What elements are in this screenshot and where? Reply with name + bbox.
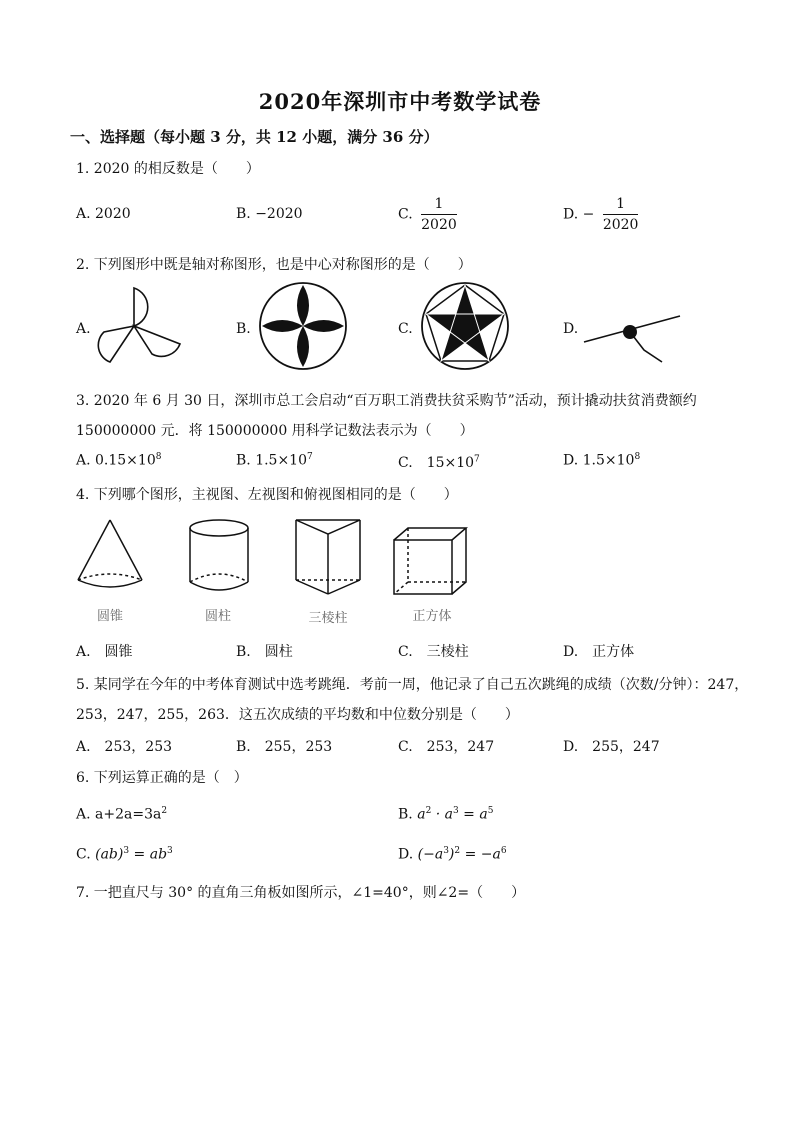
q2-option-d[interactable]: D.: [563, 321, 579, 337]
q3-option-d-text: D. 1.5×10: [563, 452, 635, 469]
q4-caption-cone: 圆锥: [96, 609, 123, 624]
q4-figure-triangular-prism: [292, 516, 364, 596]
q6-option-b-base1: a: [417, 806, 426, 823]
q6-option-a-text: A. a+2a=3a: [76, 806, 162, 823]
q3-option-a-text: A. 0.15×10: [76, 452, 156, 469]
q3-option-b-exp: 7: [307, 452, 313, 462]
q1-stem: 1. 2020 的相反数是（ ）: [76, 161, 260, 177]
q6-stem: 6. 下列运算正确的是（ ）: [76, 770, 248, 786]
q6-option-b-exp3: 5: [487, 806, 494, 816]
q6-option-b-label: B.: [398, 806, 413, 823]
q6-option-b-exp1: 2: [425, 806, 432, 816]
q6-option-d-exp1: 3: [443, 846, 449, 856]
q6-option-d-lhs: (−a: [417, 846, 444, 863]
q6-option-b-exp2: 3: [453, 806, 459, 816]
q4-option-a[interactable]: A. 圆锥: [76, 644, 133, 660]
q6-option-c-exp2: 3: [167, 846, 173, 856]
q2-figure-c-star-pentagon: [420, 281, 510, 371]
q6-option-a[interactable]: [76, 806, 167, 823]
q5-stem-line1: 5. 某同学在今年的中考体育测试中选考跳绳．考前一周，他记录了自己五次跳绳的成绩（次数/分钟）：247，: [76, 677, 749, 693]
q1-option-c-label: C.: [398, 206, 413, 223]
q4-caption-triangular-prism: 三棱柱: [308, 611, 348, 626]
q1-option-c-fraction: [421, 194, 457, 235]
q7-stem: 7. 一把直尺与 30° 的直角三角板如图所示，∠1=40°，则∠2=（ ）: [76, 885, 526, 901]
q6-option-b-result: = a: [458, 806, 488, 823]
q1-option-c-numerator: 1: [421, 194, 457, 215]
q4-option-d[interactable]: D. 正方体: [563, 644, 635, 660]
q1-option-d-label: D. −: [563, 206, 595, 223]
q3-option-d[interactable]: [563, 452, 640, 469]
q2-option-b[interactable]: B.: [236, 321, 251, 337]
q4-stem: 4. 下列哪个图形，主视图、左视图和俯视图相同的是（ ）: [76, 487, 458, 503]
q2-option-a[interactable]: A.: [76, 321, 91, 337]
q3-option-b[interactable]: [236, 452, 313, 469]
section-heading: 一、选择题（每小题 3 分，共 12 小题，满分 36 分）: [70, 128, 439, 146]
q4-figure-cylinder: [186, 518, 252, 594]
q6-option-c-lhs: (ab): [95, 846, 124, 863]
q1-option-a[interactable]: A. 2020: [76, 206, 131, 222]
q2-figure-a-pinwheel: [92, 282, 192, 366]
q1-option-d-numerator: 1: [603, 194, 639, 215]
q5-option-a[interactable]: A. 253，253: [76, 739, 173, 755]
q6-option-d[interactable]: [398, 846, 507, 863]
q6-option-d-exp3: 6: [500, 846, 507, 856]
q6-option-b[interactable]: [398, 806, 493, 823]
q2-stem: 2. 下列图形中既是轴对称图形，也是中心对称图形的是（ ）: [76, 257, 472, 273]
q2-option-c[interactable]: C.: [398, 321, 413, 337]
q1-option-d[interactable]: [563, 194, 638, 235]
q6-option-c-exp1: 3: [123, 846, 130, 856]
q4-caption-cylinder: 圆柱: [204, 609, 231, 624]
q6-option-d-mid: ): [448, 846, 455, 863]
q3-stem-line1: 3. 2020 年 6 月 30 日，深圳市总工会启动“百万职工消费扶贫采购节”活动，预计撬动扶贫消费额约: [76, 393, 697, 409]
q3-stem-line2: 150000000 元．将 150000000 用科学记数法表示为（ ）: [76, 423, 474, 439]
q4-caption-cube: 正方体: [412, 609, 452, 624]
page-title: 2020年深圳市中考数学试卷: [258, 89, 542, 114]
q5-option-d[interactable]: D. 255，247: [563, 739, 660, 755]
q6-option-d-label: D.: [398, 846, 414, 863]
q1-option-c[interactable]: [398, 194, 457, 235]
q3-option-d-exp: 8: [634, 452, 641, 462]
q4-figure-cube: [390, 524, 470, 596]
q6-option-c[interactable]: [76, 846, 173, 863]
q1-option-c-denominator: 2020: [421, 217, 457, 233]
q2-figure-b-circle-petals: [258, 281, 348, 371]
q6-option-c-rhs: = ab: [129, 846, 168, 863]
q1-option-d-denominator: 2020: [602, 217, 639, 233]
q3-option-c-text: C. 15×10: [398, 455, 475, 471]
q3-option-c[interactable]: [398, 452, 480, 472]
q6-option-c-label: C.: [76, 846, 91, 863]
q6-option-d-rhs: = −a: [460, 846, 501, 863]
q6-option-a-exp: 2: [161, 806, 168, 816]
q3-option-a-exp: 8: [155, 452, 162, 462]
q5-stem-line2: 253，247，255，263．这五次成绩的平均数和中位数分别是（ ）: [76, 707, 519, 723]
q5-option-c[interactable]: C. 253，247: [398, 739, 495, 755]
q4-figure-cone: [74, 518, 146, 592]
q6-option-d-exp2: 2: [454, 846, 461, 856]
q3-option-b-text: B. 1.5×10: [236, 452, 307, 469]
q3-option-a[interactable]: [76, 452, 161, 469]
q1-option-d-fraction: [603, 194, 639, 235]
q4-option-b[interactable]: B. 圆柱: [236, 644, 293, 660]
q3-option-c-exp: 7: [474, 454, 480, 465]
q4-option-c[interactable]: C. 三棱柱: [398, 644, 469, 660]
q5-option-b[interactable]: B. 255，253: [236, 739, 333, 755]
q6-option-b-base2: · a: [431, 806, 453, 823]
q2-figure-d-line-dot: [582, 312, 692, 370]
q1-option-b[interactable]: B. −2020: [236, 206, 303, 222]
